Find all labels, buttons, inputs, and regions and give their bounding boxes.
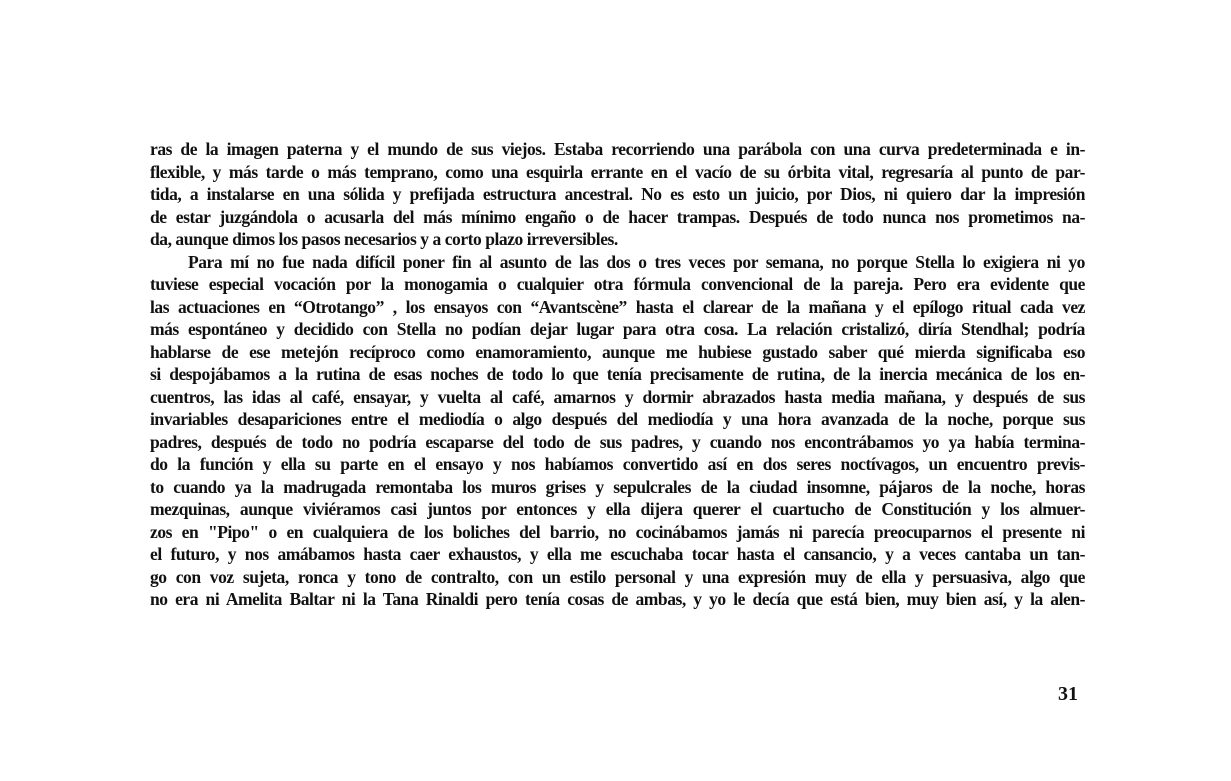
text-line-7: tuviese especial vocación por la monogamia o cualquier otra fórmula convencional de la pareja. Pero era evidente que [150, 274, 1085, 294]
text-line-10: hablarse de ese metejón recíproco como enamoramiento, aunque me hubiese gustado saber qué mierda significaba eso [150, 341, 1085, 362]
text-line-6: Para mí no fue nada difícil poner fin al asunto de las dos o tres veces por semana, no porque Stella lo exigiera ni yo [188, 251, 1085, 272]
text-line-14: padres, después de todo no podría escaparse del todo de sus padres, y cuando nos encontrábamos yo ya había termina- [150, 431, 1085, 452]
page-number: 31 [1058, 683, 1078, 705]
text-line-8: las actuaciones en “Otrotango” , los ensayos con “Avantscène” hasta el clarear de la mañana y el epílogo ritual cada vez [150, 296, 1085, 317]
text-line-1: ras de la imagen paterna y el mundo de sus viejos. Estaba recorriendo una parábola con una curva predeterminada e in- [150, 139, 1085, 159]
text-line-18: zos en "Pipo" o en cualquiera de los boliches del barrio, no cocinábamos jamás ni parecía preocuparnos el presente ni [150, 521, 1085, 542]
text-line-9: más espontáneo y decidido con Stella no podían dejar lugar para otra cosa. La relación cristalizó, diría Stendhal; podría [150, 319, 1085, 339]
text-line-11: si despojábamos a la rutina de esas noches de todo lo que tenía precisamente de rutina, de la inercia mecánica de los en- [150, 364, 1085, 384]
text-line-5: da, aunque dimos los pasos necesarios y a corto plazo irreversibles. [150, 229, 618, 249]
text-line-13: invariables desapariciones entre el mediodía o algo después del mediodía y una hora avanzada de la noche, porque sus [150, 409, 1085, 429]
text-line-19: el futuro, y nos amábamos hasta caer exhaustos, y ella me escuchaba tocar hasta el cansancio, y a veces cantaba un tan- [150, 544, 1085, 564]
text-line-12: cuentros, las idas al café, ensayar, y vuelta al café, amarnos y dormir abrazados hasta media mañana, y después de sus [150, 386, 1085, 407]
text-line-16: to cuando ya la madrugada remontaba los muros grises y sepulcrales de la ciudad insomne, pájaros de la noche, horas [150, 476, 1085, 497]
text-line-20: go con voz sujeta, ronca y tono de contralto, con un estilo personal y una expresión muy de ella y persuasiva, algo que [150, 566, 1085, 587]
text-line-2: flexible, y más tarde o más temprano, como una esquirla errante en el vacío de su órbita vital, regresaría al punto de par- [150, 161, 1085, 182]
text-line-3: tida, a instalarse en una sólida y prefijada estructura ancestral. No es esto un juicio, por Dios, ni quiero dar la impresión [150, 184, 1085, 204]
text-line-21: no era ni Amelita Baltar ni la Tana Rinaldi pero tenía cosas de ambas, y yo le decía que está bien, muy bien así, y la alen- [150, 589, 1085, 609]
body-text [150, 138, 1085, 611]
text-line-4: de estar juzgándola o acusarla del más mínimo engaño o de hacer trampas. Después de todo nunca nos prometimos na- [150, 206, 1085, 227]
text-line-15: do la función y ella su parte en el ensayo y nos habíamos convertido así en dos seres noctívagos, un encuentro previs- [150, 454, 1085, 474]
text-line-17: mezquinas, aunque viviéramos casi juntos por entonces y ella dijera querer el cuartucho de Constitución y los almuer- [150, 499, 1085, 519]
